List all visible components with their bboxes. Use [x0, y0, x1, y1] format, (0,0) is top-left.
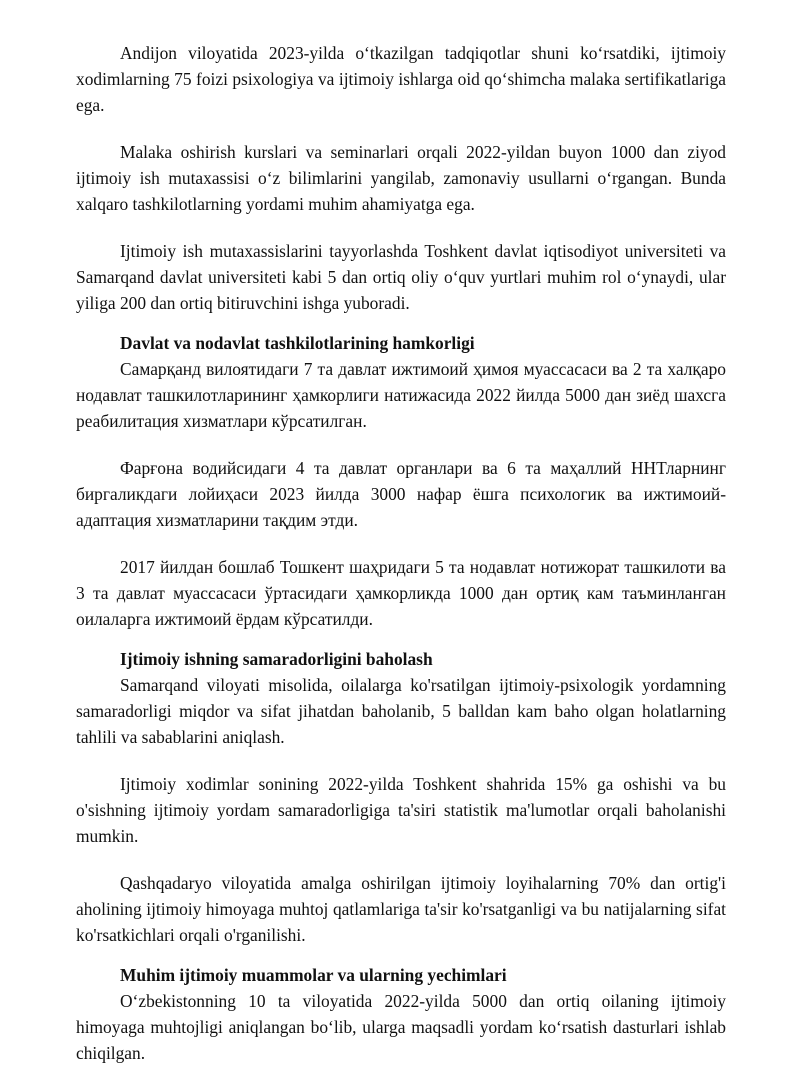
paragraph-andijon-research: Andijon viloyatida 2023-yilda oʻtkazilgan tadqiqotlar shuni koʻrsatdiki, ijtimoiy xodimlarning 75 foizi psixologiya va ijtimoiy ishlarga oid qoʻshimcha malaka sertifikatlariga ega.	[76, 43, 726, 115]
paragraph-tashkent-ngo: 2017 йилдан бошлаб Тошкент шаҳридаги 5 та нодавлат нотижорат ташкилоти ва 3 та давлат муассасаси ўртасидаги ҳамкорликда 1000 дан ортиқ кам таъминланган оилаларга ижтимоий ёрдам кўрсатилди.	[76, 557, 726, 629]
section-heading-effectiveness: Ijtimoiy ishning samaradorligini baholash	[120, 649, 433, 669]
paragraph-training-courses: Malaka oshirish kurslari va seminarlari orqali 2022-yildan buyon 1000 dan ziyod ijtimoiy ish mutaxassisi oʻz bilimlarini yangilab, zamonaviy usullarni oʻrgangan. Bunda xalqaro tashkilotlarning yordami muhim ahamiyatga ega.	[76, 142, 726, 214]
paragraph-samarkand-evaluation: Samarqand viloyati misolida, oilalarga ko'rsatilgan ijtimoiy-psixologik yordamning samaradorligi miqdor va sifat jihatdan baholanib, 5 balldan kam baho olgan holatlarning tahlili va sabablarini aniqlash.	[76, 675, 726, 747]
section-heading-cooperation: Davlat va nodavlat tashkilotlarining hamkorligi	[120, 333, 475, 353]
paragraph-universities: Ijtimoiy ish mutaxassislarini tayyorlashda Toshkent davlat iqtisodiyot universiteti va Samarqand davlat universiteti kabi 5 dan ortiq oliy oʻquv yurtlari muhim rol oʻynaydi, ular yiliga 200 dan ortiq bitiruvchini ishga yuboradi.	[76, 241, 726, 313]
paragraph-kashkadarya-projects: Qashqadaryo viloyatida amalga oshirilgan ijtimoiy loyihalarning 70% dan ortig'i aholining ijtimoiy himoyaga muhtoj qatlamlariga ta'sir ko'rsatganligi va bu natijalarning sifat ko'rsatkichlari orqali o'rganilishi.	[76, 873, 726, 945]
section-heading-problems: Muhim ijtimoiy muammolar va ularning yechimlari	[120, 965, 507, 985]
paragraph-tashkent-staff-growth: Ijtimoiy xodimlar sonining 2022-yilda Toshkent shahrida 15% ga oshishi va bu o'sishning ijtimoiy yordam samaradorligiga ta'siri statistik ma'lumotlar orqali baholanishi mumkin.	[76, 774, 726, 846]
document-page	[76, 40, 726, 1087]
paragraph-fergana-project: Фарғона водийсидаги 4 та давлат органлари ва 6 та маҳаллий ННТларнинг биргаликдаги лойиҳаси 2023 йилда 3000 нафар ёшга психологик ва ижтимоий-адаптация хизматларини тақдим этди.	[76, 458, 726, 530]
paragraph-samarkand-cooperation: Самарқанд вилоятидаги 7 та давлат ижтимоий ҳимоя муассасаси ва 2 та халқаро нодавлат ташкилотларининг ҳамкорлиги натижасида 2022 йилда 5000 дан зиёд шахсга реабилитация хизматлари кўрсатилган.	[76, 359, 726, 431]
paragraph-uzbekistan-families: Oʻzbekistonning 10 ta viloyatida 2022-yilda 5000 dan ortiq oilaning ijtimoiy himoyaga muhtojligi aniqlangan boʻlib, ularga maqsadli yordam koʻrsatish dasturlari ishlab chiqilgan.	[76, 991, 726, 1063]
